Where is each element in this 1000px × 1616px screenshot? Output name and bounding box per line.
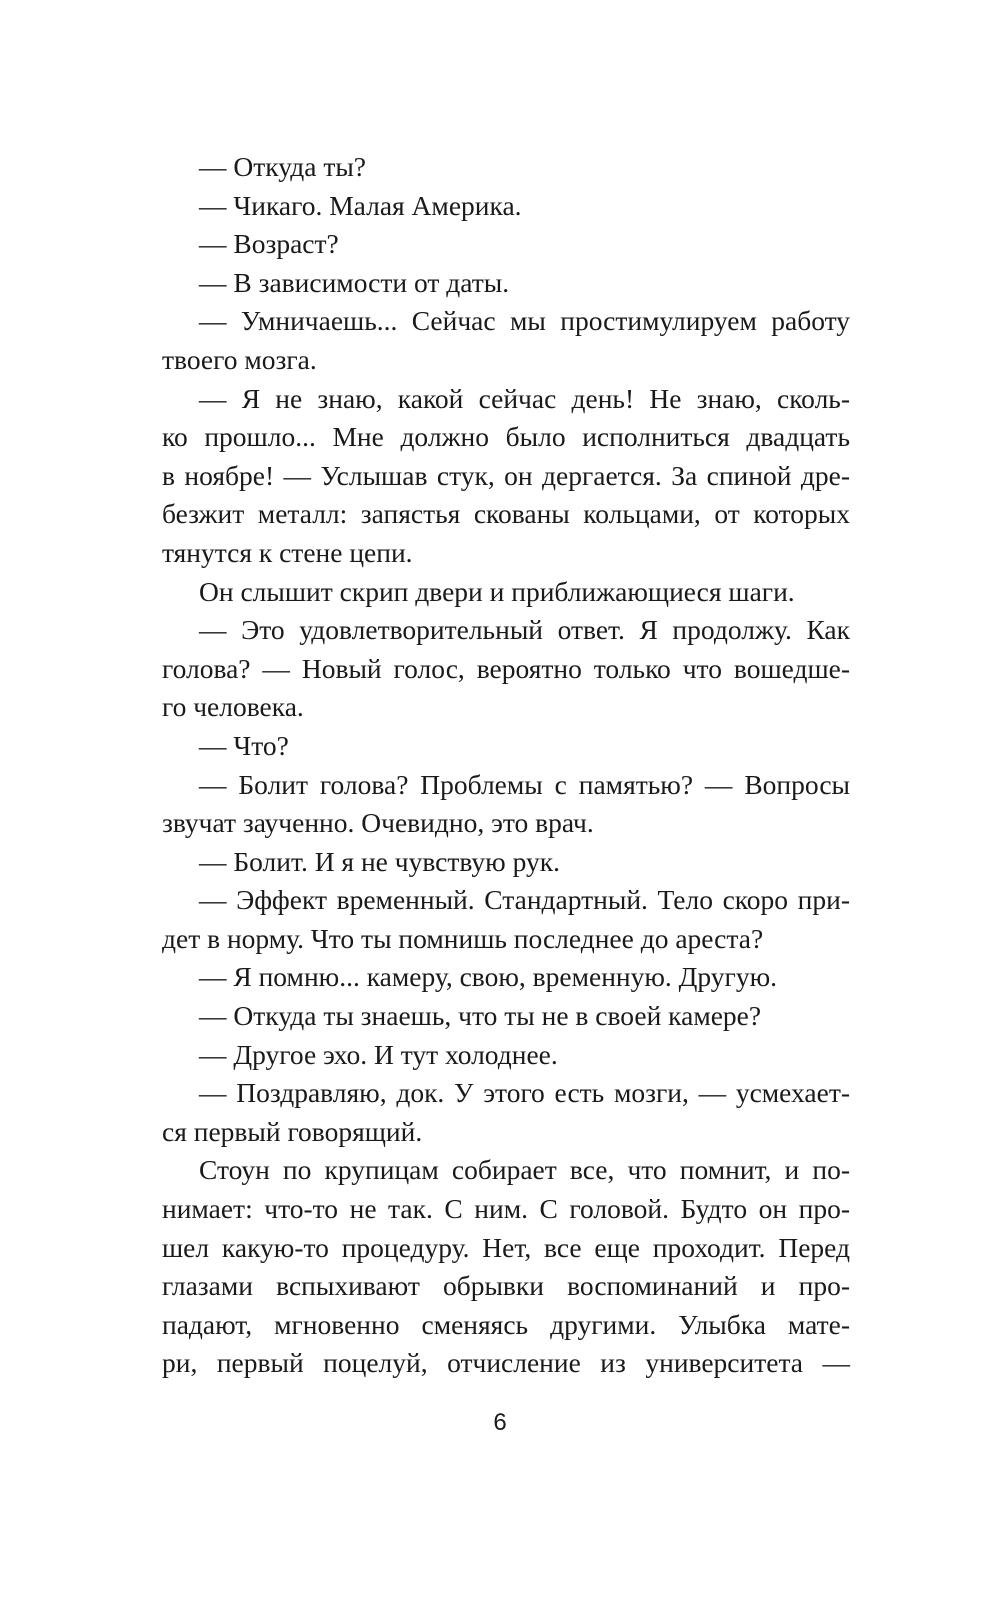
text-line: — Умничаешь... Сейчас мы простимулируем работу	[199, 305, 850, 337]
text-line: го человека.	[162, 691, 304, 723]
text-line: нимает: что-то не так. С ним. С головой. Будто он про-	[162, 1193, 850, 1225]
text-line: ся первый говорящий.	[162, 1115, 423, 1147]
text-line: — Поздравляю, док. У этого есть мозги, — усмехает-	[199, 1077, 850, 1109]
text-line: безжит металл: запястья скованы кольцами, от которых	[162, 498, 850, 530]
text-line: голова? — Новый голос, вероятно только что вошедше-	[162, 652, 850, 684]
text-line: — В зависимости от даты.	[199, 266, 510, 298]
text-line: в ноябре! — Услышав стук, он дергается. За спиной дре-	[162, 459, 850, 491]
text-line: — Другое эхо. И тут холоднее.	[199, 1038, 558, 1070]
text-line: ри, первый поцелуй, отчисление из университета —	[162, 1347, 850, 1379]
text-line: — Я не знаю, какой сейчас день! Не знаю, сколь-	[199, 382, 850, 414]
body-text	[162, 148, 850, 1383]
text-line: — Откуда ты знаешь, что ты не в своей камере?	[199, 1000, 762, 1032]
text-line: падают, мгновенно сменяясь другими. Улыбка мате-	[162, 1308, 850, 1340]
text-line: твоего мозга.	[162, 343, 317, 375]
text-line: — Эффект временный. Стандартный. Тело скоро при-	[199, 884, 850, 916]
text-line: Стоун по крупицам собирает все, что помнит, и по-	[199, 1154, 850, 1186]
text-line: тянутся к стене цепи.	[162, 536, 413, 568]
page-number: 6	[493, 1409, 507, 1436]
text-line: — Что?	[199, 729, 289, 761]
text-line: дет в норму. Что ты помнишь последнее до ареста?	[162, 922, 764, 954]
text-line: — Я помню... камеру, свою, временную. Другую.	[199, 961, 778, 993]
text-line: — Откуда ты?	[199, 151, 367, 182]
text-line: — Болит. И я не чувствую рук.	[199, 845, 560, 877]
text-line: ко прошло... Мне должно было исполниться двадцать	[162, 421, 850, 453]
text-line: — Чикаго. Малая Америка.	[199, 189, 522, 221]
text-line: — Возраст?	[199, 228, 339, 260]
text-line: — Болит голова? Проблемы с памятью? — Вопросы	[199, 768, 850, 800]
text-line: звучат заученно. Очевидно, это врач.	[162, 807, 594, 839]
text-line: глазами вспыхивают обрывки воспоминаний и про-	[162, 1270, 850, 1302]
text-line: шел какую-то процедуру. Нет, все еще проходит. Перед	[162, 1231, 850, 1263]
text-line: Он слышит скрип двери и приближающиеся шаги.	[199, 575, 795, 607]
text-line: — Это удовлетворительный ответ. Я продолжу. Как	[199, 614, 850, 646]
